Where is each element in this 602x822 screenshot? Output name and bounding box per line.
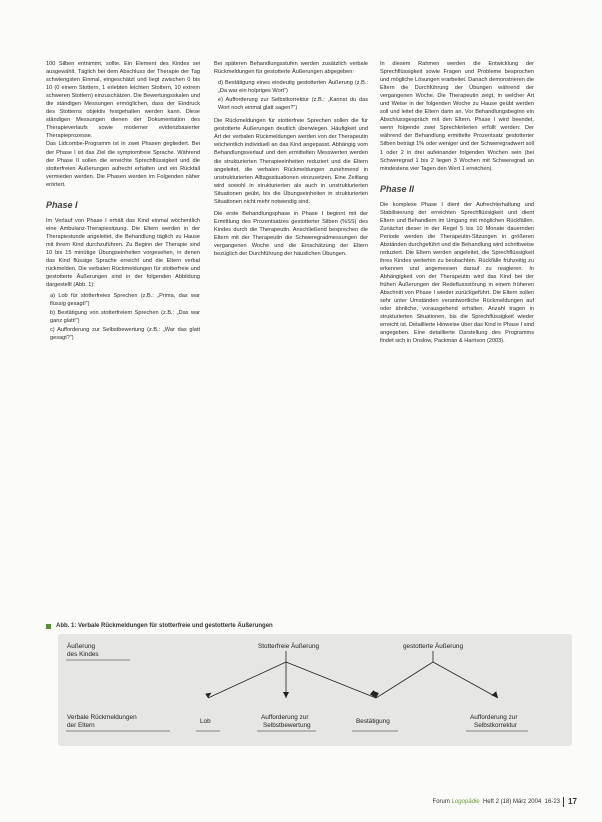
diagram-label-child-utterance-2: des Kindes — [67, 651, 99, 658]
footer-issue: Heft 2 (18) März 2004 — [482, 799, 542, 805]
footer-brand: Logopädie — [451, 799, 480, 805]
footer-forum: Forum — [432, 799, 450, 805]
diagram-node-self-correction-2: Selbstkorrektur — [474, 722, 517, 729]
list-item: c) Aufforderung zur Selbstbewertung (z.B.: „War das glatt gesagt?“) — [50, 327, 200, 342]
diagram-label-child-utterance: Äußerung — [67, 643, 96, 650]
diagram-node-self-correction: Aufforderung zur — [470, 714, 518, 721]
paragraph: Bei späteren Behandlungsstufen werden zusätzlich verbale Rückmeldungen für gestotterte Äußerungen abgegeben: — [214, 61, 368, 76]
feedback-list — [46, 292, 200, 342]
caption-marker-icon — [46, 624, 51, 629]
page-number: 17 — [568, 797, 577, 806]
list-item: a) Lob für stotterfreies Sprechen (z.B.: „Prima, das war flüssig gesagt!“) — [50, 293, 200, 308]
diagram-node-self-evaluation: Aufforderung zur — [261, 714, 309, 721]
diagram-node-stutter-free: Stotterfreie Äußerung — [258, 643, 320, 650]
list-item: b) Bestätigung von stotterfreiem Sprechen (z.B.: „Das war ganz glatt!“) — [50, 310, 200, 325]
figure-caption — [46, 623, 566, 629]
diagram-node-self-evaluation-2: Selbstbewertung — [263, 722, 311, 729]
diagram-node-stuttered: gestotterte Äußerung — [403, 643, 464, 650]
paragraph: Das Lidcombe-Programm ist in zwei Phasen gegliedert. Bei der Phase I ist das Ziel die symptomfreie Sprache. Während der Phase II sollen die erreichte Sprechflüssigkeit und die stotterfreien Äußerungen aufrecht erhalten und ein Rückfall vermieden werden. Die Phasen werden im Folgenden näher erörtert. — [46, 141, 200, 188]
section-heading-phase-2: Phase II — [380, 183, 415, 194]
footer-divider — [563, 797, 564, 807]
feedback-diagram — [58, 634, 572, 746]
feedback-list — [214, 79, 368, 112]
paragraph: Die Rückmeldungen für stotterfreie Sprechen sollen die für gestotterte Äußerungen deutlich überwiegen. Häufigkeit und Art der verbalen Rückmeldungen werden von der Therapeutin wöchentlich individuell an das Kind angepasst. Abhängig vom Behandlungsverlauf und den ermittelten Messwerten werden die strukturierten Therapieeinheiten reduziert und die Eltern angeleitet, die verbalen Rückmeldungen zunehmend in unstrukturierten Alltagssituationen einzusetzen. Eine Zeitlang wird sowohl in strukturierten als auch in unstrukturierten Situationen geübt, bis die Übungseinheiten in strukturierten Situationen nicht mehr notwendig sind. — [214, 118, 368, 205]
text-column-1 — [46, 60, 200, 347]
text-column-2 — [214, 60, 368, 258]
figure-title: Abb. 1: Verbale Rückmeldungen für stotterfreie und gestotterte Äußerungen — [56, 623, 273, 629]
section-heading-phase-1: Phase I — [46, 199, 78, 210]
list-item: d) Bestätigung eines eindeutig gestotterten Äußerung (z.B.: „Da war ein holpriges Wort“) — [218, 80, 368, 95]
list-item: e) Aufforderung zur Selbstkorrektur (z.B.: „Kannst du das Wort noch einmal glatt sagen?“) — [218, 97, 368, 112]
text-column-3 — [380, 60, 534, 346]
paragraph: In diesem Rahmen werden die Entwicklung der Sprechflüssigkeit sowie Fragen und Probleme besprochen und mögliche Lösungen erarbeitet. Danach demonstrieren die Eltern die Durchführung der Übungen während der vergangenen Woche. Die Therapeutin zeigt, in welcher Art und Weise in der folgenden Woche zu Hause geübt werden soll und leitet die Eltern darin an. Vor Behandlungsbeginn ein Abschlussgespräch mit den Eltern. Phase I wird beendet, wenn folgende zwei Sprechkriterien erfüllt werden: Der während der Behandlung ermittelte Prozentsatz gestotterter Silben beträgt 1% oder weniger und der Schweregradwert soll 1 oder 2 in drei aufeinander folgenden Wochen sein (bei Schweregrad 1 bis 2 liegen 3 Wochen mit Schweregrad an mindestens vier Tagen den Wert 1 erreichen). — [380, 61, 534, 172]
footer-pages: 16-23 — [544, 799, 560, 805]
paragraph: Die erste Behandlungsphase in Phase I beginnt mit der Ermittlung des Prozentsatzes gestotterter Silben (%SS) des Kindes durch die Therapeutin. Anschließend besprechen die Eltern mit der Therapeutin die Schweregradmessungen der vergangenen Woche und die Einschätzung der Eltern bezüglich der Durchführung der häuslichen Übungen. — [214, 210, 368, 258]
diagram-label-verbal-feedback: Verbale Rückmeldungen — [67, 714, 137, 721]
paragraph: Die komplexe Phase I dient der Aufrechterhaltung und Stabilisierung der erreichten Sprechflüssigkeit und dient Eltern und Behandlern im Umgang mit möglichen Rückfällen. Zunächst dieser in der Regel 5 bis 10 Monate dauernden Periode werden die Therapeutin-Sitzungen in größeren Abständen durchgeführt und die Behandlung wird schrittweise reduziert. Die Eltern werden angeleitet, die Sprechflüssigkeit ihres Kindes weiterhin zu beobachten. Rückfälle frühzeitig zu erkennen und angemessen darauf zu reagieren. In Abhängigkeit von der Therapeutin wird das Kind bei der frühen Äußerungen der Redeflussstörung in einem früheren Abschnitt von Phase I wieder zurückgeführt. Die Eltern sollen sehr unter Umständen verantwortliche Rückmeldungen auf oder ähnliche, vorausgehend erhalten. Anzahl tragen in strukturierten Situationen, bis die Sprechflüssigkeit wieder erreicht ist. Detaillierte Hinweise über das Kind in Phase I sind angegeben. Eine detaillierte Darstellung des Programms findet sich in Onslow, Packman & Harrison (2003). — [380, 201, 534, 345]
paragraph: 100 Silben entnimmt, sollte. Ein Element des Kindes sei ausgewählt. Täglich bei dem Abschluss der Therapie der Tag schwierigsten Einmal, eingeschätzt und liegt zwischen 0 bis 10 (0 einem Stottern, 1 erlebten leichten Stottern, 10 extrem schweren Stottern) einzuschätzen. Die Bewertungsskalen und die ständigen Messungen ermöglichen, dass der Eindruck des Stotterns objektiv festgehalten werden kann. Diese ständigen Messungen dienen der Dokumentation des Therapieverlaufs sowie moderner evidenzbasierter Therapieprozesse. — [46, 61, 200, 140]
diagram-label-verbal-feedback-2: der Eltern — [67, 722, 95, 729]
paragraph: Im Verlauf von Phase I erhält das Kind einmal wöchentlich eine Ambulanz-Therapiesitzung. Die Eltern werden in der Therapiestunde angeleitet, die Behandlung täglich zu Hause mit ihrem Kind durchzuführen. Zu Beginn der Therapie sind 10 bis 15 minütige Übungseinheiten vorgesehen, in denen das Kind flüssige Sprache erreicht und die Eltern verbal rückmelden. Die verbalen Rückmeldungen für stotterfreie und gestotterte Äußerungen sind in der folgenden Abbildung dargestellt (Abb. 1): — [46, 217, 200, 289]
diagram-node-praise: Lob — [200, 718, 211, 725]
page-footer — [300, 799, 560, 805]
diagram-node-confirmation: Bestätigung — [356, 718, 390, 725]
